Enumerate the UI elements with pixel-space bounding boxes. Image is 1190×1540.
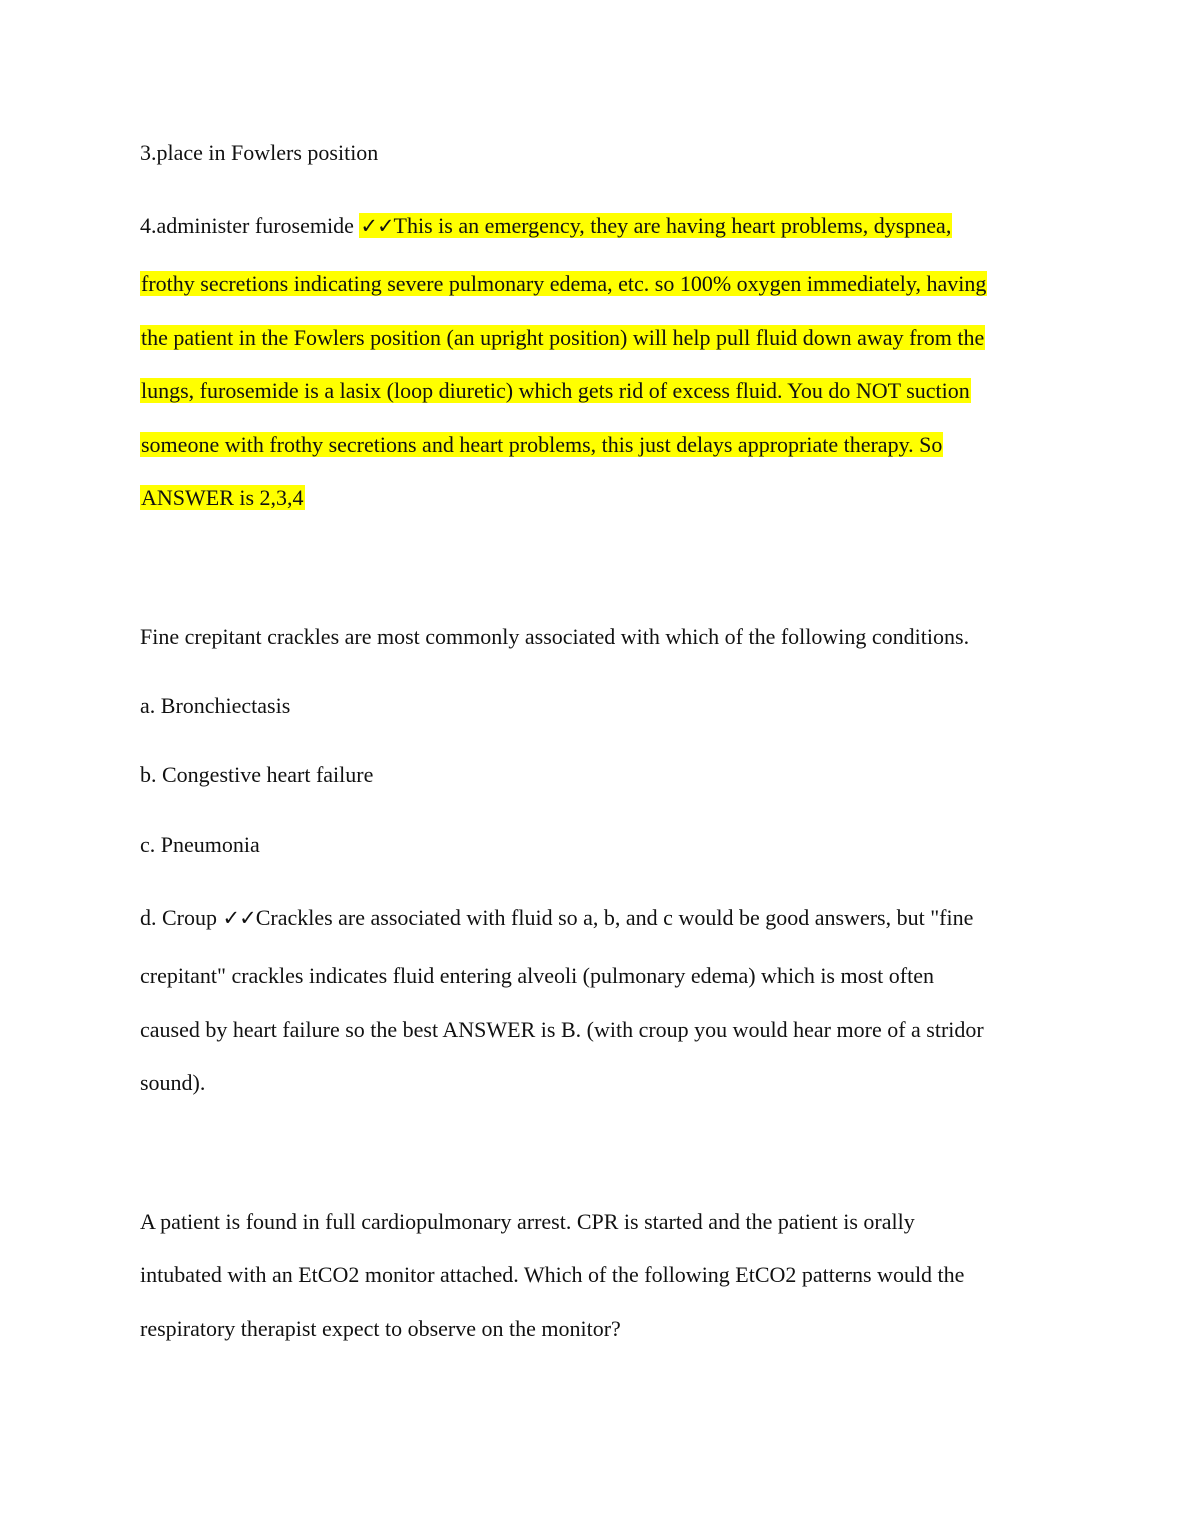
rationale-line bbox=[140, 432, 943, 458]
answer-option-4-line bbox=[140, 213, 952, 239]
option-b: b. Congestive heart failure bbox=[140, 762, 374, 787]
double-check-icon: ✓✓ bbox=[222, 906, 256, 930]
option-a: a. Bronchiectasis bbox=[140, 693, 291, 718]
answer-option-3: 3.place in Fowlers position bbox=[140, 140, 379, 165]
option-c: c. Pneumonia bbox=[140, 832, 260, 857]
question-stem: Fine crepitant crackles are most commonly associated with which of the following conditions. bbox=[140, 624, 970, 649]
option-d-line bbox=[140, 905, 973, 931]
question-stem-line-1: A patient is found in full cardiopulmonary arrest. CPR is started and the patient is orally bbox=[140, 1209, 915, 1234]
rationale-text-2: frothy secretions indicating severe pulmonary edema, etc. so 100% oxygen immediately, having bbox=[141, 271, 987, 296]
explanation-text-2: crepitant" crackles indicates fluid entering alveoli (pulmonary edema) which is most often bbox=[140, 963, 934, 988]
rationale-line bbox=[140, 271, 987, 297]
rationale-text-5: someone with frothy secretions and heart problems, this just delays appropriate therapy. So bbox=[141, 432, 943, 457]
rationale-text-4: lungs, furosemide is a lasix (loop diuretic) which gets rid of excess fluid. You do NOT suction bbox=[141, 378, 970, 403]
answer-summary: ANSWER is 2,3,4 bbox=[141, 485, 304, 510]
option-d: d. Croup bbox=[140, 905, 223, 930]
double-check-icon: ✓✓ bbox=[360, 214, 394, 238]
explanation-text-4: sound). bbox=[140, 1070, 206, 1095]
question-stem-line-2: intubated with an EtCO2 monitor attached. Which of the following EtCO2 patterns would the bbox=[140, 1262, 965, 1287]
rationale-text-1: This is an emergency, they are having heart problems, dyspnea, bbox=[393, 213, 952, 238]
rationale-line bbox=[140, 485, 305, 511]
rationale-line bbox=[140, 378, 971, 404]
explanation-text-3: caused by heart failure so the best ANSWER is B. (with croup you would hear more of a stridor bbox=[140, 1017, 984, 1042]
rationale-highlight-start bbox=[359, 213, 952, 238]
explanation-text-1: Crackles are associated with fluid so a, b, and c would be good answers, but "fine bbox=[255, 905, 974, 930]
question-stem-line-3: respiratory therapist expect to observe on the monitor? bbox=[140, 1316, 621, 1341]
rationale-text-3: the patient in the Fowlers position (an upright position) will help pull fluid down away from the bbox=[141, 325, 985, 350]
rationale-line bbox=[140, 325, 985, 351]
answer-option-4: 4.administer furosemide bbox=[140, 213, 360, 238]
